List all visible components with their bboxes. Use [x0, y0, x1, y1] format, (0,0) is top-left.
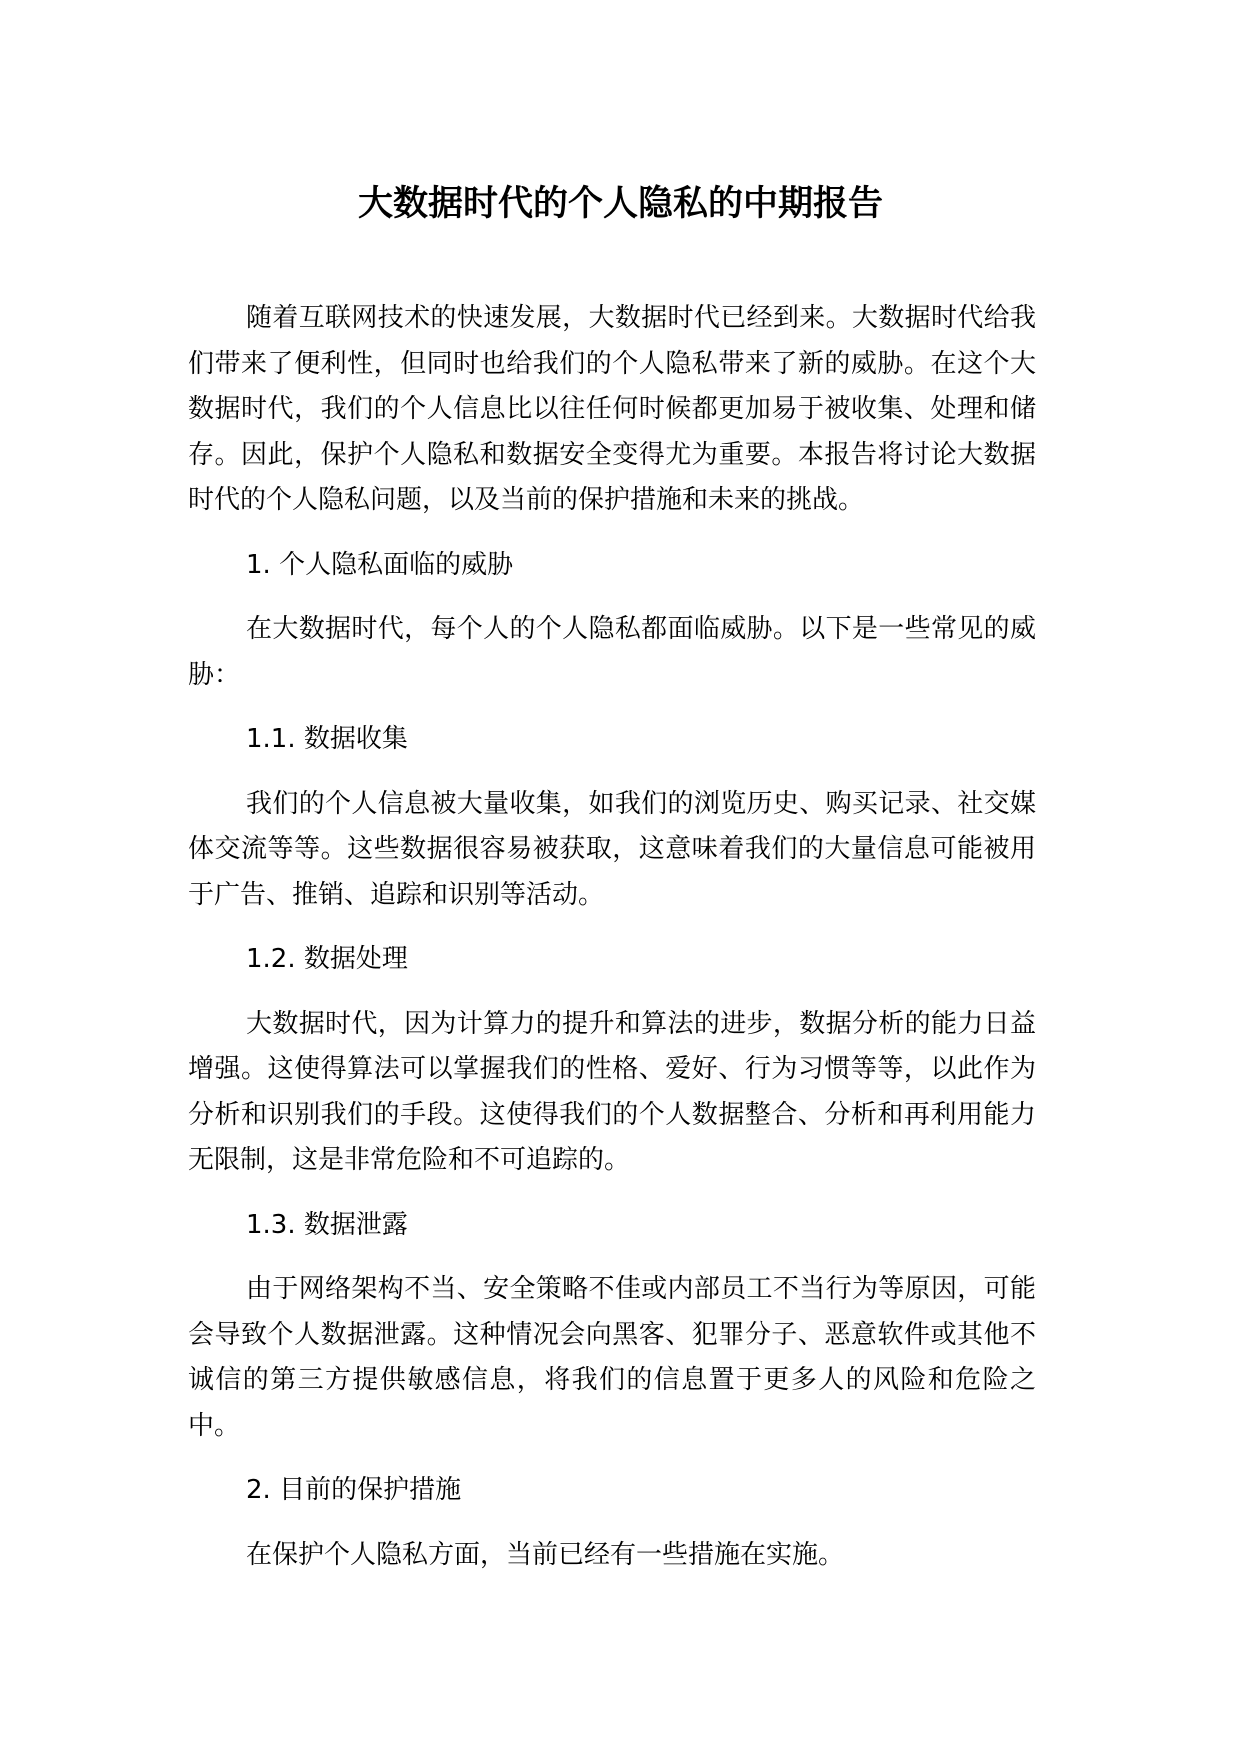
intro-paragraph: 随着互联网技术的快速发展，大数据时代已经到来。大数据时代给我们带来了便利性，但同时也给我们的个人隐私带来了新的威胁。在这个大数据时代，我们的个人信息比以往任何时候都更加易于被收集、处理和储存。因此，保护个人隐私和数据安全变得尤为重要。本报告将讨论大数据时代的个人隐私问题，以及当前的保护措施和未来的挑战。 — [188, 303, 1036, 515]
section-1-2-paragraph: 大数据时代，因为计算力的提升和算法的进步，数据分析的能力日益增强。这使得算法可以掌握我们的性格、爱好、行为习惯等等，以此作为分析和识别我们的手段。这使得我们的个人数据整合、分析和再利用能力无限制，这是非常危险和不可追踪的。 — [188, 1008, 1036, 1175]
section-1-1-paragraph: 我们的个人信息被大量收集，如我们的浏览历史、购买记录、社交媒体交流等等。这些数据很容易被获取，这意味着我们的大量信息可能被用于广告、推销、追踪和识别等活动。 — [188, 788, 1036, 910]
section-2-paragraph: 在保护个人隐私方面，当前已经有一些措施在实施。 — [246, 1539, 845, 1570]
section-heading-2: 2. 目前的保护措施 — [246, 1475, 462, 1505]
section-heading-1-3: 1.3. 数据泄露 — [246, 1209, 408, 1240]
section-heading-1-2: 1.2. 数据处理 — [246, 944, 408, 974]
page-title: 大数据时代的个人隐私的中期报告 — [357, 184, 883, 224]
document-body — [188, 296, 1036, 1597]
section-1-paragraph: 在大数据时代，每个人的个人隐私都面临威胁。以下是一些常见的威胁： — [188, 614, 1036, 690]
section-heading-1-1: 1.1. 数据收集 — [246, 724, 408, 754]
section-heading-1: 1. 个人隐私面临的威胁 — [246, 549, 514, 580]
section-1-3-paragraph: 由于网络架构不当、安全策略不佳或内部员工不当行为等原因，可能会导致个人数据泄露。这种情况会向黑客、犯罪分子、恶意软件或其他不诚信的第三方提供敏感信息，将我们的信息置于更多人的风险和危险之中。 — [188, 1274, 1036, 1441]
